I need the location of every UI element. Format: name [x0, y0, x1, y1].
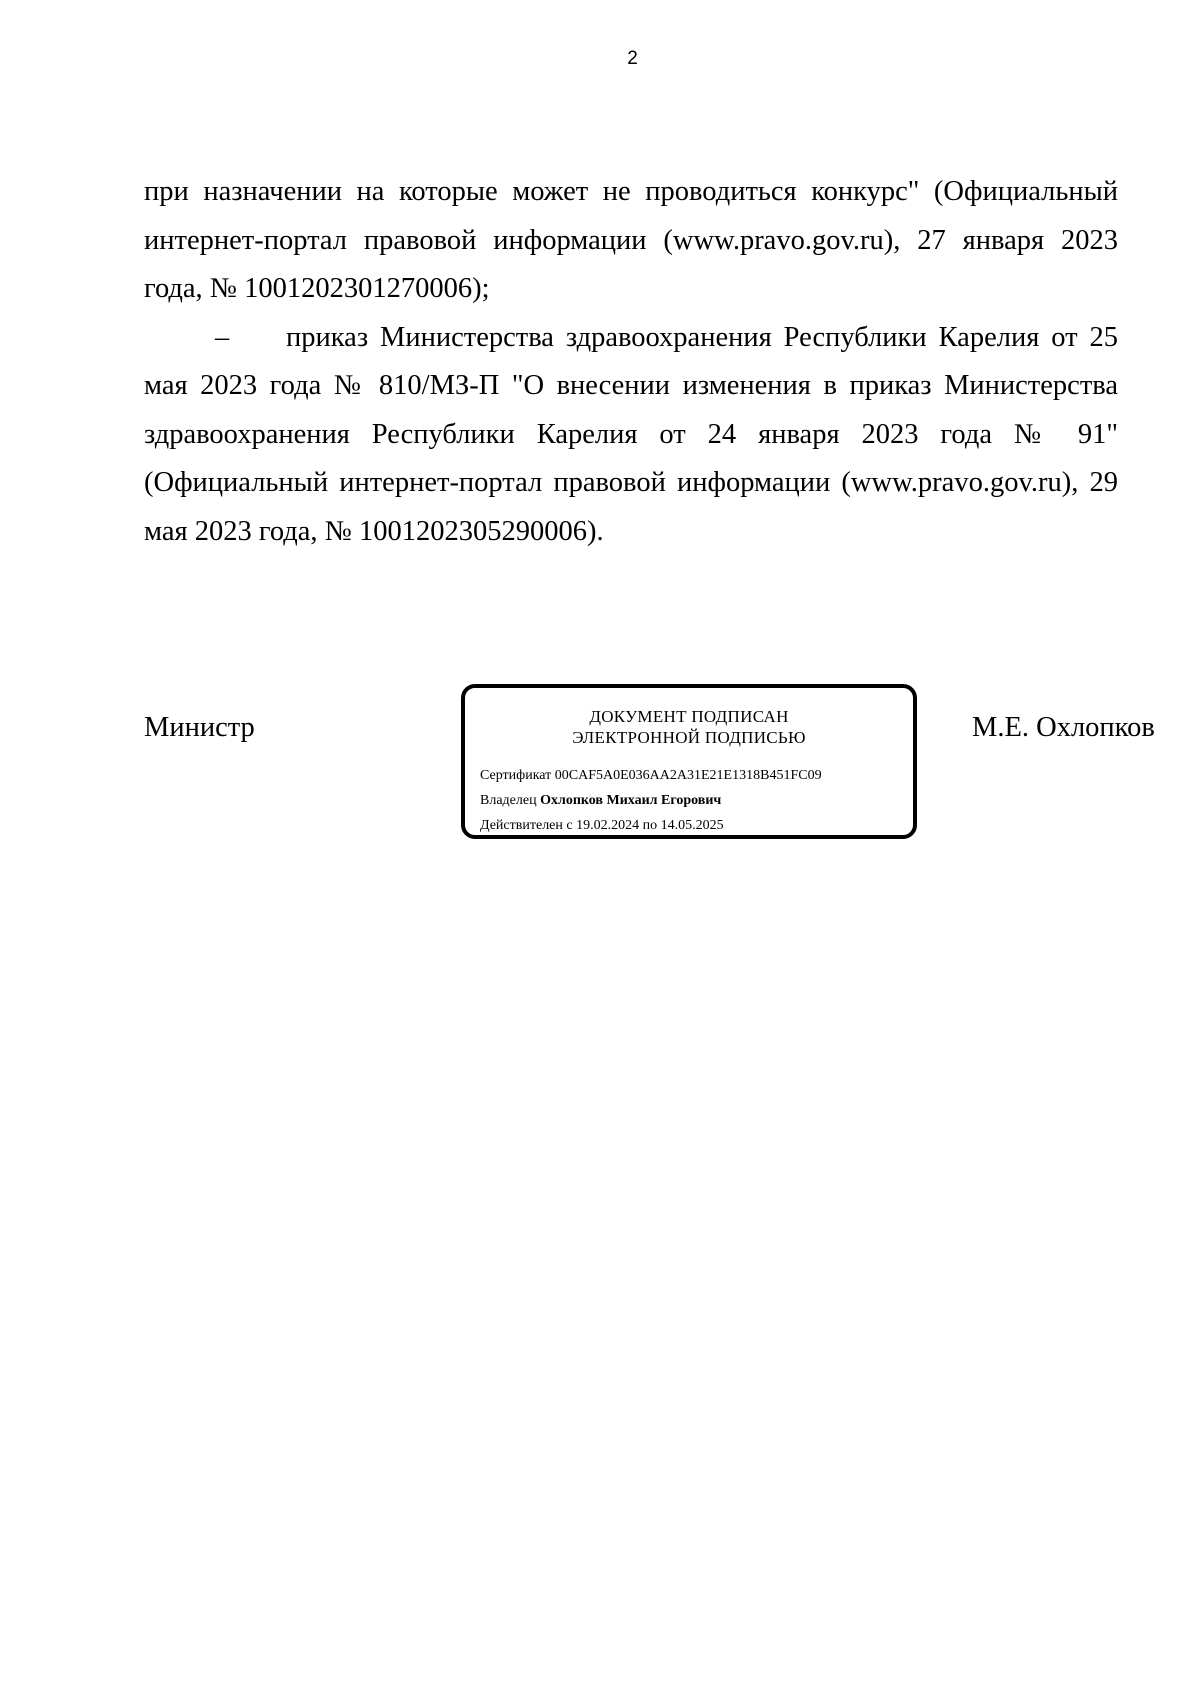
valid-to-label: по [642, 818, 658, 833]
valid-from-label: Действителен с [480, 818, 573, 833]
signatory-title: Министр [144, 712, 255, 743]
signatory-name: М.Е. Охлопков [972, 712, 1155, 743]
paragraph-continuation: при назначении на которые может не проводиться конкурс" (Официальный интернет-портал правовой информации (www.pravo.gov.ru), 27 января 2023 года, № 1001202301270006); [144, 176, 1118, 304]
valid-to-date: 14.05.2025 [660, 818, 724, 833]
certificate-label: Сертификат [480, 768, 552, 783]
stamp-validity [480, 817, 724, 835]
stamp-header [465, 706, 913, 748]
stamp-owner [480, 792, 721, 810]
stamp-header-line-1: ДОКУМЕНТ ПОДПИСАН [589, 707, 789, 726]
owner-label: Владелец [480, 793, 537, 808]
electronic-signature-stamp [461, 684, 917, 839]
document-body [144, 168, 1118, 556]
list-item [144, 314, 1118, 557]
valid-from-date: 19.02.2024 [576, 818, 640, 833]
owner-value: Охлопков Михаил Егорович [540, 793, 722, 808]
list-item-text: приказ Министерства здравоохранения Республики Карелия от 25 мая 2023 года № 810/МЗ-П "О внесении изменения в приказ Министерства здравоохранения Республики Карелия от 24 января 2023 года № 91" (Официальный интернет-портал правовой информации (www.pravo.gov.ru), 29 мая 2023 года, № 1001202305290006). [144, 321, 1118, 547]
stamp-header-line-2: ЭЛЕКТРОННОЙ ПОДПИСЬЮ [572, 728, 806, 747]
certificate-value: 00CAF5A0E036AA2A31E21E1318B451FC09 [554, 768, 822, 783]
page-number: 2 [627, 48, 638, 69]
stamp-certificate [480, 767, 822, 785]
list-dash: – [215, 321, 230, 353]
